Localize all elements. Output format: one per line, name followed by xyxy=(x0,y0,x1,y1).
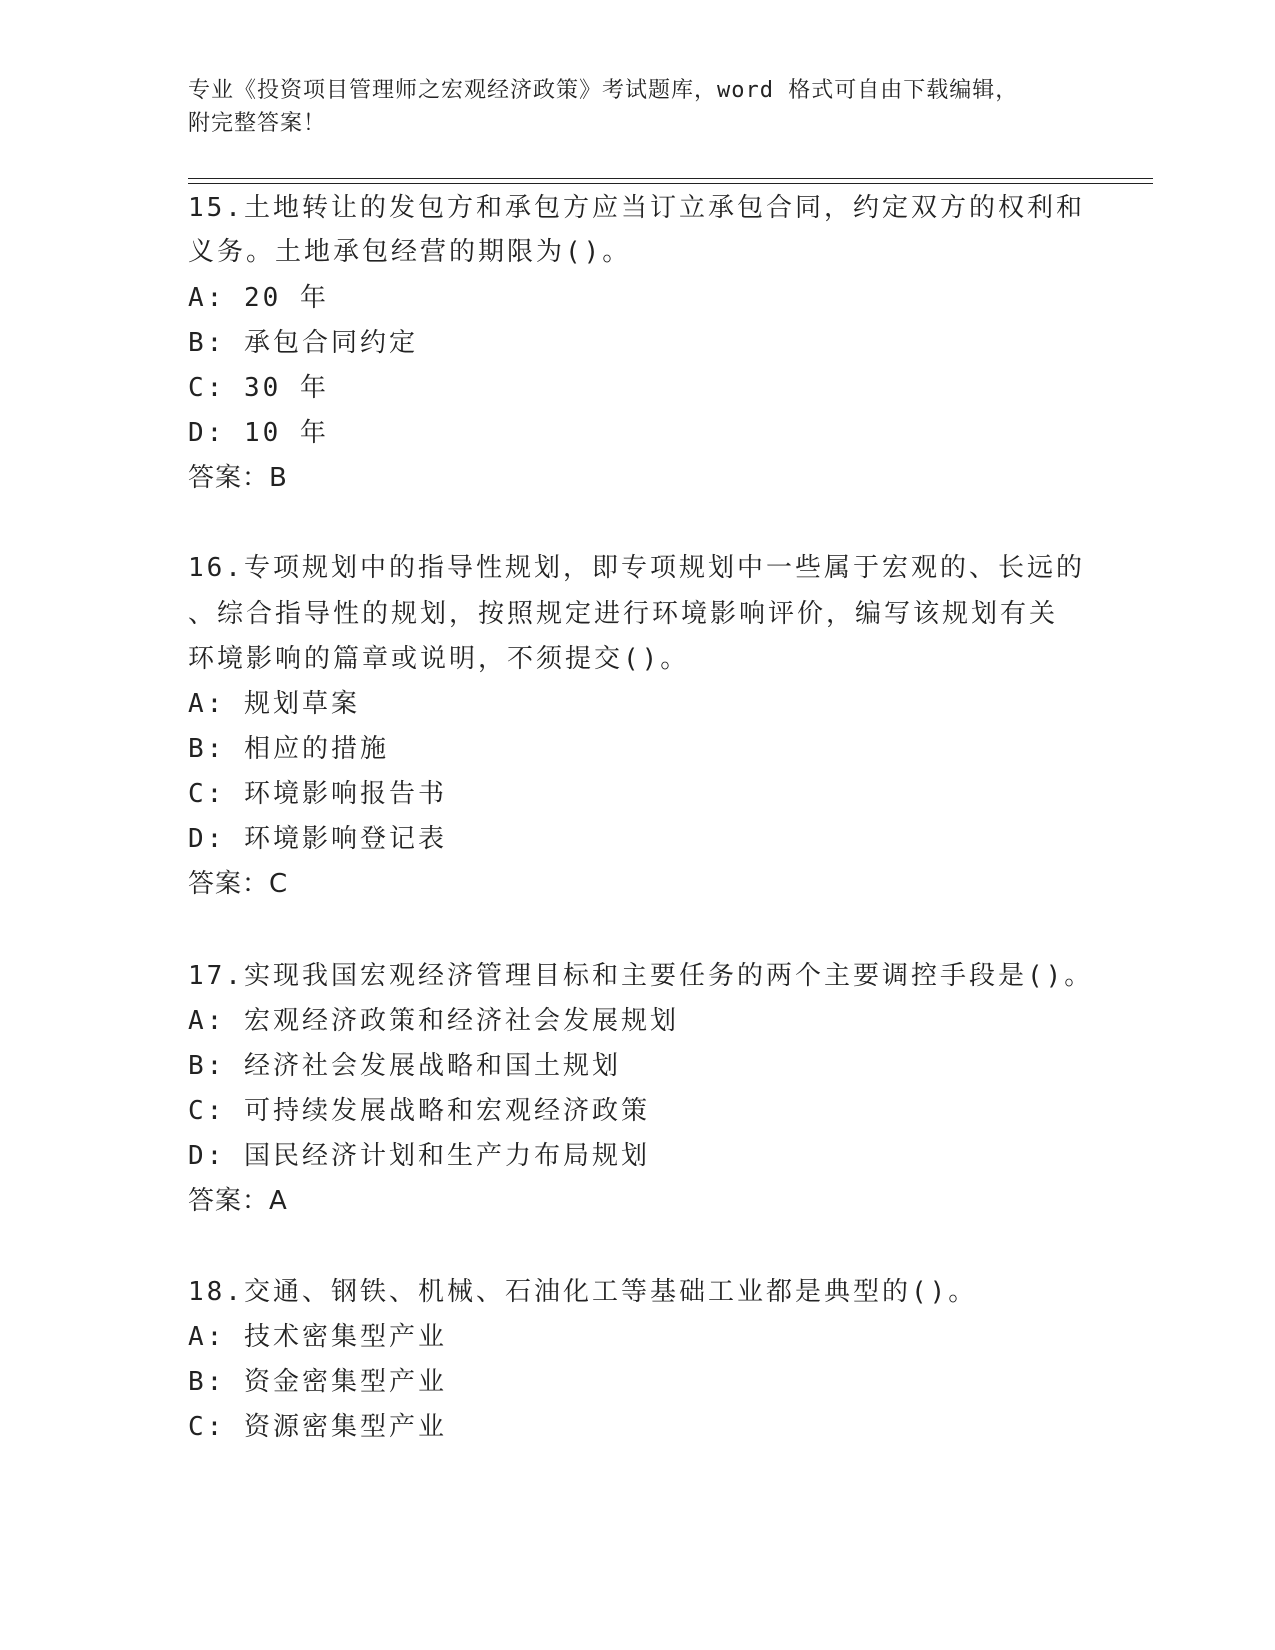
question-16-option-c: C: 环境影响报告书 xyxy=(188,779,447,809)
header-divider-top xyxy=(188,178,1153,179)
question-16-stem-line-1: 16.专项规划中的指导性规划，即专项规划中一些属于宏观的、长远的 xyxy=(188,553,1085,583)
question-17-answer: 答案：A xyxy=(188,1186,288,1216)
header-line-2: 附完整答案！ xyxy=(188,111,327,136)
question-17-option-d: D: 国民经济计划和生产力布局规划 xyxy=(188,1141,650,1171)
question-15-option-d: D: 10 年 xyxy=(188,418,329,448)
question-15-stem-line-2: 义务。土地承包经营的期限为()。 xyxy=(188,237,632,267)
question-15-stem-line-1: 15.土地转让的发包方和承包方应当订立承包合同，约定双方的权利和 xyxy=(188,193,1085,223)
question-16-option-b: B: 相应的措施 xyxy=(188,734,389,764)
question-16-option-a: A: 规划草案 xyxy=(188,689,360,719)
question-16-stem-line-3: 环境影响的篇章或说明，不须提交()。 xyxy=(188,644,690,674)
question-17-option-a: A: 宏观经济政策和经济社会发展规划 xyxy=(188,1006,679,1036)
question-18-stem-line-1: 18.交通、钢铁、机械、石油化工等基础工业都是典型的()。 xyxy=(188,1277,978,1307)
question-18-option-b: B: 资金密集型产业 xyxy=(188,1367,447,1397)
question-15-answer: 答案：B xyxy=(188,463,288,493)
question-16-option-d: D: 环境影响登记表 xyxy=(188,824,447,854)
question-17-option-c: C: 可持续发展战略和宏观经济政策 xyxy=(188,1096,650,1126)
question-18-option-a: A: 技术密集型产业 xyxy=(188,1322,447,1352)
question-15-option-c: C: 30 年 xyxy=(188,373,329,403)
question-15-option-b: B: 承包合同约定 xyxy=(188,328,418,358)
question-17-stem-line-1: 17.实现我国宏观经济管理目标和主要任务的两个主要调控手段是()。 xyxy=(188,961,1094,991)
document-header xyxy=(188,74,1088,140)
question-18-option-c: C: 资源密集型产业 xyxy=(188,1412,447,1442)
question-16-answer: 答案：C xyxy=(188,869,289,899)
header-line-1: 专业《投资项目管理师之宏观经济政策》考试题库，word 格式可自由下载编辑， xyxy=(188,78,1019,103)
question-15-option-a: A: 20 年 xyxy=(188,283,329,313)
question-16-stem-line-2: 、综合指导性的规划，按照规定进行环境影响评价，编写该规划有关 xyxy=(188,599,1059,629)
header-divider-bottom xyxy=(188,183,1153,184)
question-17-option-b: B: 经济社会发展战略和国土规划 xyxy=(188,1051,621,1081)
